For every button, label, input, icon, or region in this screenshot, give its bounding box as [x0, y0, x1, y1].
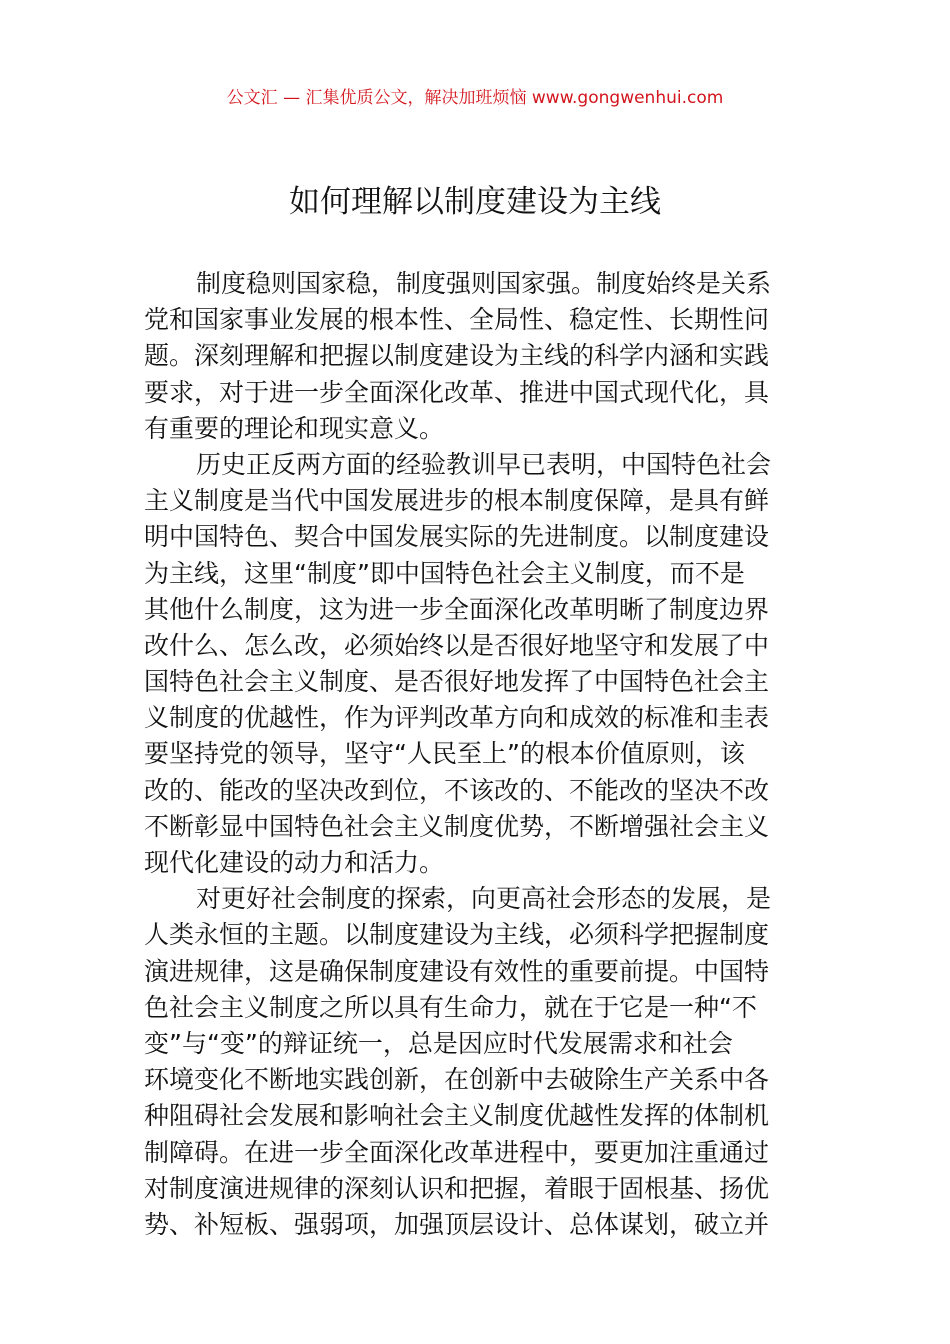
- text-line: 环境变化不断地实践创新，在创新中去破除生产关系中各: [144, 1065, 770, 1095]
- text-line: 种阻碍社会发展和影响社会主义制度优越性发挥的体制机: [144, 1101, 770, 1131]
- text-line: 改的、能改的坚决改到位，不该改的、不能改的坚决不改: [144, 775, 770, 805]
- text-line: 要坚持党的领导，坚守“人民至上”的根本价值原则，该: [144, 739, 745, 769]
- text-line: 主义制度是当代中国发展进步的根本制度保障，是具有鲜: [144, 486, 770, 516]
- text-line: 国特色社会主义制度、是否很好地发挥了中国特色社会主: [144, 667, 770, 697]
- text-line: 党和国家事业发展的根本性、全局性、稳定性、长期性问: [144, 305, 770, 335]
- text-line: 色社会主义制度之所以具有生命力，就在于它是一种“不: [144, 992, 757, 1022]
- document-title: 如何理解以制度建设为主线: [289, 184, 661, 220]
- text-line: 历史正反两方面的经验教训早已表明，中国特色社会: [196, 449, 772, 479]
- text-line: 现代化建设的动力和活力。: [144, 848, 445, 877]
- text-line: 制障碍。在进一步全面深化改革进程中，要更加注重通过: [144, 1137, 770, 1167]
- text-line: 对更好社会制度的探索，向更高社会形态的发展，是: [196, 884, 772, 914]
- paragraph-3: [144, 881, 806, 1243]
- text-line: 人类永恒的主题。以制度建设为主线，必须科学把握制度: [144, 920, 770, 950]
- text-line: 有重要的理论和现实意义。: [144, 413, 445, 443]
- text-line: 对制度演进规律的深刻认识和把握，着眼于固根基、扬优: [144, 1173, 770, 1203]
- text-line: 演进规律，这是确保制度建设有效性的重要前提。中国特: [144, 956, 770, 986]
- text-line: 为主线，这里“制度”即中国特色社会主义制度，而不是: [144, 558, 745, 588]
- text-line: 变”与“变”的辩证统一，总是因应时代发展需求和社会: [144, 1028, 733, 1058]
- text-line: 要求，对于进一步全面深化改革、推进中国式现代化，具: [144, 377, 770, 407]
- text-line: 义制度的优越性，作为评判改革方向和成效的标准和圭表: [144, 703, 770, 733]
- text-line: 不断彰显中国特色社会主义制度优势，不断增强社会主义: [144, 811, 770, 841]
- paragraph-2: [144, 447, 806, 881]
- text-line: 题。深刻理解和把握以制度建设为主线的科学内涵和实践: [144, 341, 770, 371]
- document-body: [144, 266, 806, 1243]
- text-line: 明中国特色、契合中国发展实际的先进制度。以制度建设: [144, 522, 770, 552]
- text-line: 其他什么制度，这为进一步全面深化改革明晰了制度边界: [144, 594, 770, 624]
- text-line: 制度稳则国家稳，制度强则国家强。制度始终是关系: [196, 269, 772, 298]
- text-line: 势、补短板、强弱项，加强顶层设计、总体谋划，破立并: [144, 1209, 770, 1239]
- text-line: 改什么、怎么改，必须始终以是否很好地坚守和发展了中: [144, 630, 770, 660]
- paragraph-1: [144, 266, 806, 447]
- site-banner: 公文汇 — 汇集优质公文，解决加班烦恼 www.gongwenhui.com: [226, 88, 724, 108]
